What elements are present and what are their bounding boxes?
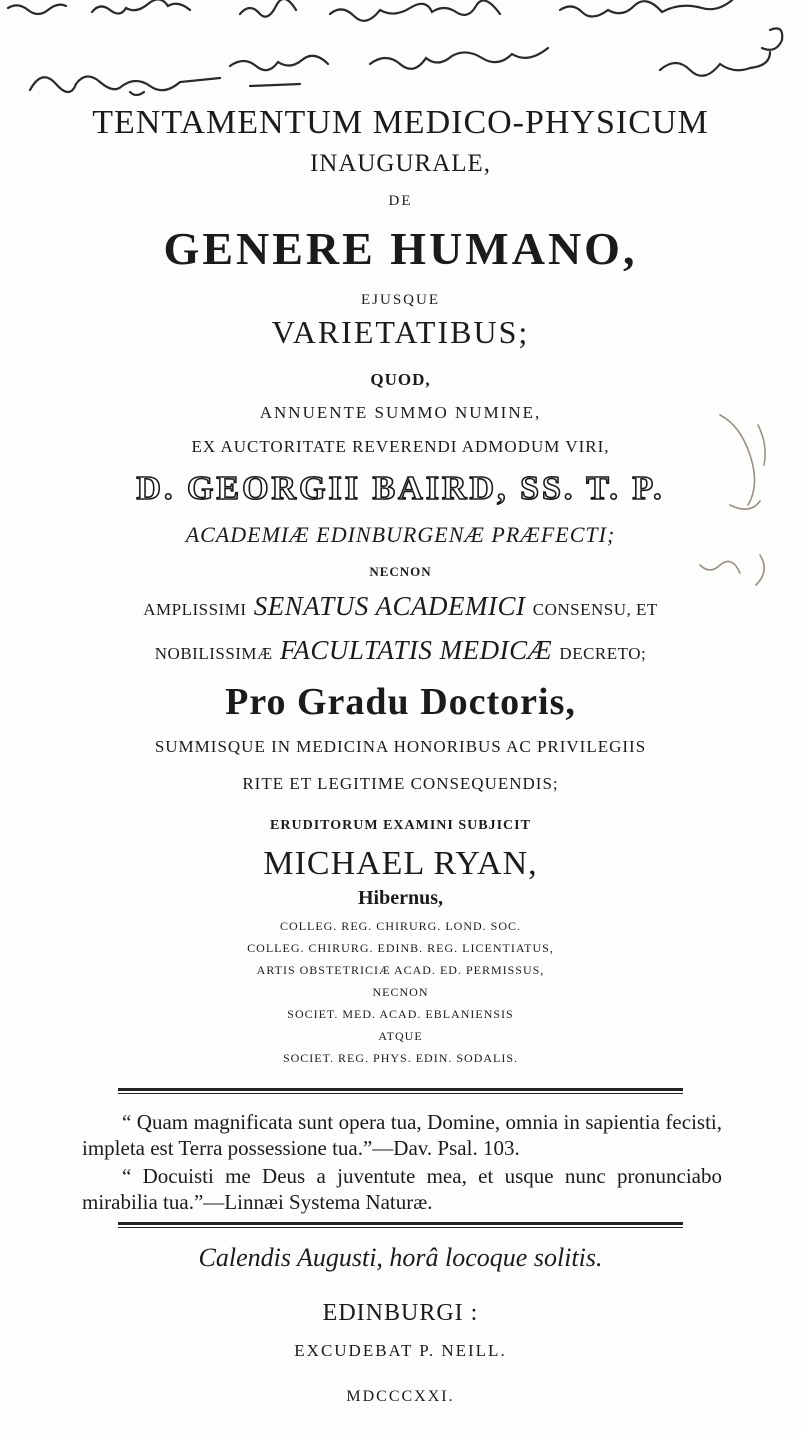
title-line-6: VARIETATIBUS; [271, 314, 530, 350]
credential-line: COLLEG. CHIRURG. EDINB. REG. LICENTIATUS, [247, 941, 554, 955]
title-line-13a: AMPLISSIMI [143, 600, 247, 619]
title-line-14 [0, 635, 801, 666]
title-line-9: EX AUCTORITATE REVERENDI ADMODUM VIRI, [191, 437, 610, 456]
divider-rule [118, 1088, 683, 1091]
title-line-13 [0, 591, 801, 622]
handwritten-inscription [0, 0, 801, 100]
title-line-7: QUOD, [370, 370, 431, 389]
credential-line: ARTIS OBSTETRICIÆ ACAD. ED. PERMISSUS, [256, 963, 545, 977]
title-line-8: ANNUENTE SUMMO NUMINE, [259, 403, 542, 422]
title-line-3: DE [388, 193, 413, 209]
title-line-10: D. GEORGII BAIRD, SS. T. P. [136, 470, 665, 507]
title-line-1: TENTAMENTUM MEDICO-PHYSICUM [92, 104, 709, 141]
title-line-14c: DECRETO; [559, 644, 647, 663]
imprint-year: MDCCCXXI. [346, 1388, 455, 1405]
author-nationality: Hibernus, [357, 887, 444, 909]
title-line-15: Pro Gradu Doctoris, [225, 681, 576, 723]
title-line-2: INAUGURALE, [309, 150, 492, 177]
credential-line: COLLEG. REG. CHIRURG. LOND. SOC. [279, 919, 521, 933]
divider-rule [118, 1093, 683, 1094]
quote-psalm: “ Quam magnificata sunt opera tua, Domine, omnia in sapientia fecisti, impleta est Terra possessione tua.”—Dav. Psal. 103. [82, 1110, 722, 1160]
title-line-4: GENERE HUMANO, [163, 223, 638, 274]
title-line-14b: FACULTATIS MEDICÆ [279, 635, 553, 665]
credential-line: SOCIET. REG. PHYS. EDIN. SODALIS. [282, 1051, 519, 1065]
credential-line: SOCIET. MED. ACAD. EBLANIENSIS [287, 1007, 514, 1021]
title-line-13c: CONSENSU, ET [532, 600, 658, 619]
title-line-16: SUMMISQUE IN MEDICINA HONORIBUS AC PRIVILEGIIS [154, 737, 647, 756]
title-line-13b: SENATUS ACADEMICI [253, 591, 526, 621]
imprint-city: EDINBURGI : [322, 1300, 479, 1326]
credential-line: NECNON [372, 985, 429, 999]
date-line: Calendis Augusti, horâ locoque solitis. [198, 1243, 603, 1272]
imprint-printer: EXCUDEBAT P. NEILL. [294, 1341, 507, 1360]
author-name: MICHAEL RYAN, [263, 845, 538, 882]
title-line-12: NECNON [369, 564, 432, 579]
credential-line: ATQUE [378, 1029, 423, 1043]
title-line-14a: NOBILISSIMÆ [154, 644, 273, 663]
divider-rule [118, 1227, 683, 1228]
title-line-11: ACADEMIÆ EDINBURGENÆ PRÆFECTI; [185, 522, 616, 547]
title-line-5: EJUSQUE [360, 292, 440, 308]
quote-linnaeus: “ Docuisti me Deus a juventute mea, et usque nunc pronunciabo mirabilia tua.”—Linnæi Systema Naturæ. [82, 1164, 722, 1214]
title-line-18: ERUDITORUM EXAMINI SUBJICIT [270, 818, 531, 833]
divider-rule [118, 1222, 683, 1225]
title-line-17: RITE ET LEGITIME CONSEQUENDIS; [242, 774, 559, 793]
